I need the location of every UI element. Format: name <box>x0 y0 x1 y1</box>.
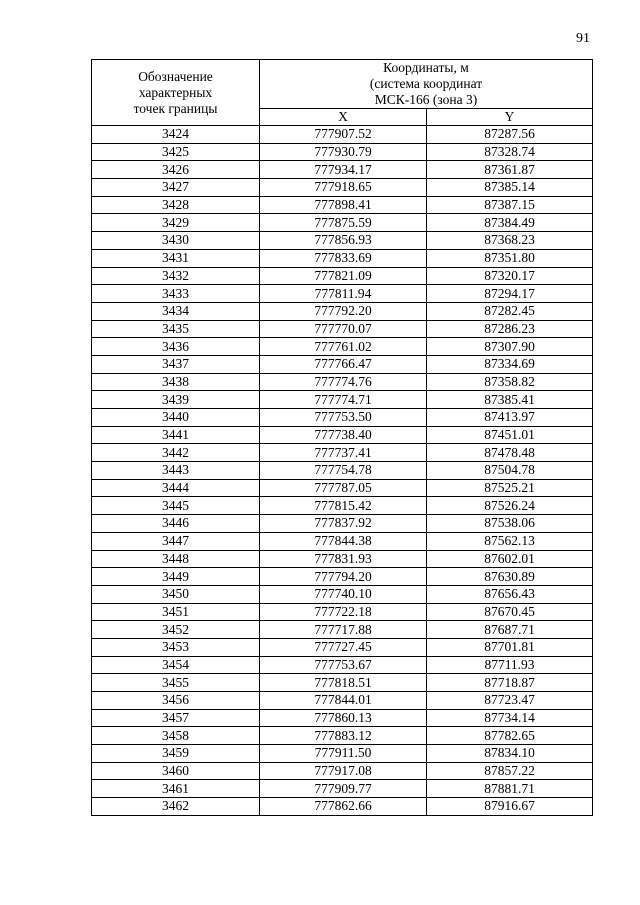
table-row <box>92 515 593 533</box>
table-row <box>92 409 593 427</box>
y-coordinate-cell: 87630.89 <box>427 568 593 586</box>
page-number: 91 <box>576 31 590 46</box>
x-coordinate-cell: 777883.12 <box>260 727 427 745</box>
y-coordinate-cell: 87294.17 <box>427 285 593 303</box>
table-row <box>92 585 593 603</box>
x-coordinate-cell: 777844.01 <box>260 692 427 710</box>
y-coordinate-cell: 87602.01 <box>427 550 593 568</box>
table-row <box>92 232 593 250</box>
table-row <box>92 656 593 674</box>
point-id-cell: 3450 <box>92 585 260 603</box>
table-row <box>92 338 593 356</box>
x-coordinate-cell: 777754.78 <box>260 462 427 480</box>
x-coordinate-cell: 777761.02 <box>260 338 427 356</box>
x-coordinate-cell: 777875.59 <box>260 214 427 232</box>
point-id-cell: 3461 <box>92 780 260 798</box>
point-label-line: характерных <box>138 84 213 100</box>
point-id-cell: 3451 <box>92 603 260 621</box>
point-id-cell: 3445 <box>92 497 260 515</box>
point-id-cell: 3441 <box>92 426 260 444</box>
point-id-cell: 3433 <box>92 285 260 303</box>
table-row <box>92 621 593 639</box>
x-coordinate-cell: 777862.66 <box>260 798 427 816</box>
coordinates-table <box>91 59 593 816</box>
x-column-header: X <box>260 109 427 126</box>
y-coordinate-cell: 87387.15 <box>427 196 593 214</box>
point-id-cell: 3456 <box>92 692 260 710</box>
table-row <box>92 603 593 621</box>
y-coordinate-cell: 87358.82 <box>427 373 593 391</box>
point-id-cell: 3437 <box>92 355 260 373</box>
coordinates-header <box>260 60 593 109</box>
x-coordinate-cell: 777770.07 <box>260 320 427 338</box>
table-row <box>92 532 593 550</box>
y-coordinate-cell: 87384.49 <box>427 214 593 232</box>
coordinates-header-line: Координаты, м <box>383 60 469 75</box>
table-row <box>92 780 593 798</box>
x-coordinate-cell: 777738.40 <box>260 426 427 444</box>
point-id-cell: 3454 <box>92 656 260 674</box>
point-id-cell: 3462 <box>92 798 260 816</box>
point-id-cell: 3432 <box>92 267 260 285</box>
table-row <box>92 745 593 763</box>
y-coordinate-cell: 87478.48 <box>427 444 593 462</box>
table-header <box>92 60 593 126</box>
table-row <box>92 709 593 727</box>
coordinates-header-line: (система координат <box>369 76 483 91</box>
x-coordinate-cell: 777821.09 <box>260 267 427 285</box>
y-coordinate-cell: 87351.80 <box>427 249 593 267</box>
x-coordinate-cell: 777753.67 <box>260 656 427 674</box>
y-coordinate-cell: 87834.10 <box>427 745 593 763</box>
table-body <box>92 126 593 816</box>
y-column-header: Y <box>427 109 593 126</box>
point-id-cell: 3440 <box>92 409 260 427</box>
y-coordinate-cell: 87670.45 <box>427 603 593 621</box>
table-row <box>92 727 593 745</box>
x-coordinate-cell: 777856.93 <box>260 232 427 250</box>
y-coordinate-cell: 87287.56 <box>427 126 593 144</box>
point-id-cell: 3449 <box>92 568 260 586</box>
y-coordinate-cell: 87334.69 <box>427 355 593 373</box>
y-coordinate-cell: 87711.93 <box>427 656 593 674</box>
y-coordinate-cell: 87881.71 <box>427 780 593 798</box>
y-coordinate-cell: 87385.14 <box>427 179 593 197</box>
y-coordinate-cell: 87525.21 <box>427 479 593 497</box>
x-coordinate-cell: 777766.47 <box>260 355 427 373</box>
x-coordinate-cell: 777811.94 <box>260 285 427 303</box>
table-row <box>92 798 593 816</box>
point-id-cell: 3458 <box>92 727 260 745</box>
point-id-cell: 3427 <box>92 179 260 197</box>
point-id-cell: 3452 <box>92 621 260 639</box>
y-coordinate-cell: 87361.87 <box>427 161 593 179</box>
table-row <box>92 692 593 710</box>
y-coordinate-cell: 87282.45 <box>427 302 593 320</box>
point-id-cell: 3425 <box>92 143 260 161</box>
x-coordinate-cell: 777909.77 <box>260 780 427 798</box>
y-coordinate-cell: 87286.23 <box>427 320 593 338</box>
y-coordinate-cell: 87413.97 <box>427 409 593 427</box>
y-coordinate-cell: 87701.81 <box>427 638 593 656</box>
y-coordinate-cell: 87385.41 <box>427 391 593 409</box>
point-label-header <box>92 60 260 126</box>
table-row <box>92 179 593 197</box>
point-id-cell: 3453 <box>92 638 260 656</box>
table-row <box>92 426 593 444</box>
point-id-cell: 3438 <box>92 373 260 391</box>
point-id-cell: 3424 <box>92 126 260 144</box>
point-id-cell: 3428 <box>92 196 260 214</box>
y-coordinate-cell: 87526.24 <box>427 497 593 515</box>
table-row <box>92 638 593 656</box>
x-coordinate-cell: 777934.17 <box>260 161 427 179</box>
y-coordinate-cell: 87782.65 <box>427 727 593 745</box>
y-coordinate-cell: 87857.22 <box>427 762 593 780</box>
y-coordinate-cell: 87687.71 <box>427 621 593 639</box>
y-coordinate-cell: 87718.87 <box>427 674 593 692</box>
table-row <box>92 196 593 214</box>
y-coordinate-cell: 87328.74 <box>427 143 593 161</box>
table-row <box>92 674 593 692</box>
y-coordinate-cell: 87734.14 <box>427 709 593 727</box>
x-coordinate-cell: 777907.52 <box>260 126 427 144</box>
table-row <box>92 214 593 232</box>
x-coordinate-cell: 777860.13 <box>260 709 427 727</box>
table-row <box>92 391 593 409</box>
point-id-cell: 3439 <box>92 391 260 409</box>
table-row <box>92 479 593 497</box>
point-id-cell: 3457 <box>92 709 260 727</box>
point-id-cell: 3455 <box>92 674 260 692</box>
x-coordinate-cell: 777917.08 <box>260 762 427 780</box>
y-coordinate-cell: 87562.13 <box>427 532 593 550</box>
point-id-cell: 3435 <box>92 320 260 338</box>
x-coordinate-cell: 777787.05 <box>260 479 427 497</box>
x-coordinate-cell: 777930.79 <box>260 143 427 161</box>
y-coordinate-cell: 87368.23 <box>427 232 593 250</box>
x-coordinate-cell: 777737.41 <box>260 444 427 462</box>
table-row <box>92 550 593 568</box>
table-row <box>92 267 593 285</box>
y-coordinate-cell: 87504.78 <box>427 462 593 480</box>
point-label-line: точек границы <box>133 100 218 116</box>
x-coordinate-cell: 777844.38 <box>260 532 427 550</box>
table-row <box>92 373 593 391</box>
x-coordinate-cell: 777918.65 <box>260 179 427 197</box>
x-coordinate-cell: 777753.50 <box>260 409 427 427</box>
point-id-cell: 3459 <box>92 745 260 763</box>
point-id-cell: 3434 <box>92 302 260 320</box>
point-label-line: Обозначение <box>138 68 213 84</box>
table-row <box>92 355 593 373</box>
x-coordinate-cell: 777774.76 <box>260 373 427 391</box>
table-row <box>92 285 593 303</box>
table-row <box>92 762 593 780</box>
y-coordinate-cell: 87451.01 <box>427 426 593 444</box>
table-row <box>92 302 593 320</box>
point-id-cell: 3436 <box>92 338 260 356</box>
x-coordinate-cell: 777911.50 <box>260 745 427 763</box>
x-coordinate-cell: 777898.41 <box>260 196 427 214</box>
x-coordinate-cell: 777727.45 <box>260 638 427 656</box>
point-id-cell: 3442 <box>92 444 260 462</box>
table-row <box>92 320 593 338</box>
point-id-cell: 3460 <box>92 762 260 780</box>
point-id-cell: 3443 <box>92 462 260 480</box>
point-id-cell: 3426 <box>92 161 260 179</box>
table-row <box>92 126 593 144</box>
x-coordinate-cell: 777831.93 <box>260 550 427 568</box>
table-row <box>92 462 593 480</box>
x-coordinate-cell: 777837.92 <box>260 515 427 533</box>
x-coordinate-cell: 777818.51 <box>260 674 427 692</box>
x-coordinate-cell: 777717.88 <box>260 621 427 639</box>
table-row <box>92 249 593 267</box>
y-coordinate-cell: 87916.67 <box>427 798 593 816</box>
coordinates-header-line: МСК-166 (зона 3) <box>374 92 478 107</box>
table-row <box>92 497 593 515</box>
point-id-cell: 3446 <box>92 515 260 533</box>
point-id-cell: 3431 <box>92 249 260 267</box>
y-coordinate-cell: 87723.47 <box>427 692 593 710</box>
y-coordinate-cell: 87307.90 <box>427 338 593 356</box>
x-coordinate-cell: 777740.10 <box>260 585 427 603</box>
table-row <box>92 143 593 161</box>
x-coordinate-cell: 777815.42 <box>260 497 427 515</box>
x-coordinate-cell: 777792.20 <box>260 302 427 320</box>
point-id-cell: 3429 <box>92 214 260 232</box>
x-coordinate-cell: 777774.71 <box>260 391 427 409</box>
y-coordinate-cell: 87656.43 <box>427 585 593 603</box>
y-coordinate-cell: 87320.17 <box>427 267 593 285</box>
table-row <box>92 161 593 179</box>
point-id-cell: 3430 <box>92 232 260 250</box>
x-coordinate-cell: 777794.20 <box>260 568 427 586</box>
point-id-cell: 3448 <box>92 550 260 568</box>
x-coordinate-cell: 777722.18 <box>260 603 427 621</box>
x-coordinate-cell: 777833.69 <box>260 249 427 267</box>
table-row <box>92 444 593 462</box>
point-id-cell: 3444 <box>92 479 260 497</box>
point-id-cell: 3447 <box>92 532 260 550</box>
y-coordinate-cell: 87538.06 <box>427 515 593 533</box>
table-row <box>92 568 593 586</box>
